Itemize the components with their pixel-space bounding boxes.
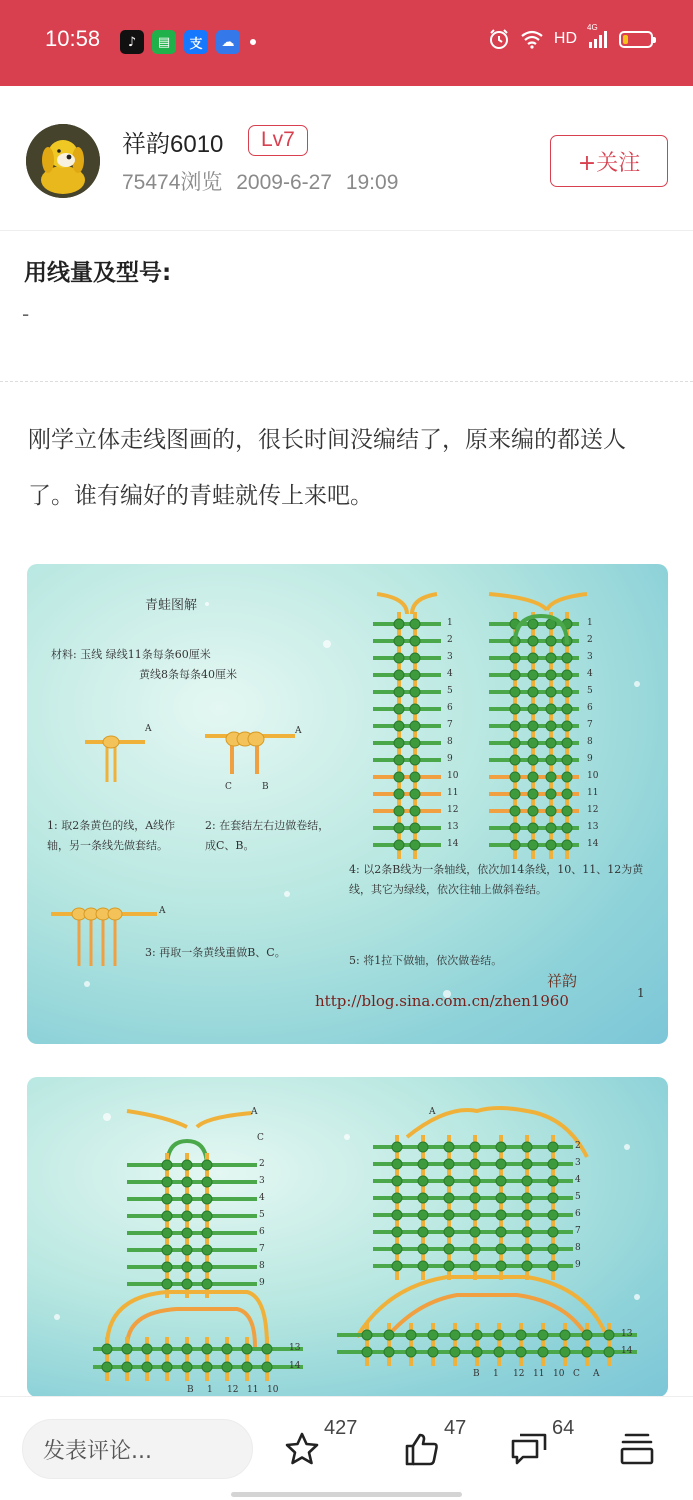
- diagram-label-b1: B: [262, 782, 269, 792]
- diagram2-row-number: 9: [259, 1278, 265, 1288]
- diagram2-row-number: 14: [621, 1346, 633, 1356]
- diagram-row-number: 13: [587, 822, 599, 832]
- material-title: 用线量及型号:: [24, 260, 172, 286]
- diagram2-row-number: 8: [259, 1261, 265, 1271]
- diagram-row-number: 13: [447, 822, 459, 832]
- diagram-label-c1: C: [225, 782, 232, 792]
- diagram-row-number: 6: [587, 703, 593, 713]
- thumbs-up-icon: [404, 1431, 440, 1467]
- diagram-signature: 祥韵: [547, 972, 578, 990]
- avatar[interactable]: [26, 124, 100, 198]
- more-button[interactable]: [620, 1419, 654, 1479]
- diagram2-row-number: 2: [575, 1141, 581, 1151]
- diagram2-row-number: 8: [575, 1243, 581, 1253]
- diagram-step-3: 3: 再取一条黄线重做B、C。: [145, 946, 286, 959]
- favorite-button[interactable]: [284, 1419, 357, 1479]
- diagram-row-number: 12: [587, 805, 599, 815]
- wechat-icon: ▤: [152, 30, 176, 54]
- diagram-row-number: 11: [587, 788, 599, 798]
- diagram-step-5: 5: 将1拉下做轴，依次做卷结。: [349, 954, 503, 967]
- diagram-row-number: 2: [447, 635, 453, 645]
- status-time: 10:58: [45, 26, 101, 51]
- comments-button[interactable]: [510, 1419, 574, 1479]
- diagram2-bottom-label: 10: [553, 1369, 565, 1379]
- diagram2-label-c: C: [257, 1133, 264, 1143]
- diagram-row-number: 12: [447, 805, 459, 815]
- diagram-page-number: 1: [637, 986, 645, 1000]
- diagram-row-number: 5: [587, 686, 593, 696]
- diagram-row-number: 10: [587, 771, 599, 781]
- diagram2-row-number: 4: [259, 1193, 265, 1203]
- diagram-image-2[interactable]: [27, 1077, 668, 1397]
- battery-level: [623, 35, 628, 44]
- star-icon: [284, 1431, 320, 1467]
- diagram2-row-number: 3: [259, 1176, 265, 1186]
- diagram2-row-number: 2: [259, 1159, 265, 1169]
- diagram-row-number: 4: [447, 669, 453, 679]
- diagram2-row-number: 5: [575, 1192, 581, 1202]
- diagram-row-number: 7: [587, 720, 593, 730]
- diagram-row-number: 1: [587, 618, 593, 628]
- diagram-row-number: 2: [587, 635, 593, 645]
- favorites-count: 427: [324, 1417, 358, 1439]
- diagram2-row-number: 7: [259, 1244, 265, 1254]
- diagram-row-number: 14: [587, 839, 599, 849]
- diagram2-bottom-label: 11: [533, 1369, 545, 1379]
- diagram2-row-number: 3: [575, 1158, 581, 1168]
- status-app-icons: [120, 30, 256, 54]
- more-notifications-dot: [250, 39, 256, 45]
- diagram2-bottom-label: 1: [207, 1385, 213, 1395]
- post-body-text: 刚学立体走线图画的，很长时间没编结了，原来编的都送人了。谁有编好的青蛙就传上来吧。: [28, 427, 626, 509]
- view-count: 75474浏览: [122, 171, 223, 194]
- diagram2-bottom-label: 11: [247, 1385, 259, 1395]
- diagram2-row-number: 6: [259, 1227, 265, 1237]
- comment-icon: [510, 1431, 548, 1467]
- wifi-icon: [520, 29, 544, 49]
- step3-knot-drawing: [51, 908, 157, 966]
- diagram2-row-number: 6: [575, 1209, 581, 1219]
- diagram-row-number: 8: [587, 737, 593, 747]
- comment-input[interactable]: 发表评论...: [22, 1419, 253, 1479]
- diagram2-bottom-label: C: [573, 1369, 580, 1379]
- follow-button[interactable]: +关注: [550, 135, 668, 187]
- diagram2-bottom-label: 10: [267, 1385, 279, 1395]
- step5-ladder-drawing: [489, 594, 587, 859]
- diagram-row-number: 3: [447, 652, 453, 662]
- body-right-drawing: [337, 1108, 637, 1366]
- diagram-row-number: 7: [447, 720, 453, 730]
- like-button[interactable]: [404, 1419, 466, 1479]
- cell-signal-icon: [587, 23, 609, 49]
- diagram2-row-number: 14: [289, 1361, 301, 1371]
- diagram2-row-number: 9: [575, 1260, 581, 1270]
- browser-icon: ☁: [216, 30, 240, 54]
- frog-body-diagram-drawing: [27, 1077, 668, 1397]
- network-hd-label: HD: [553, 30, 577, 47]
- diagram-url: http://blog.sina.com.cn/zhen1960: [315, 992, 569, 1010]
- level-badge: Lv7: [248, 125, 308, 156]
- diagram2-bottom-label: 1: [493, 1369, 499, 1379]
- diagram2-bottom-label: A: [593, 1369, 600, 1379]
- diagram-title: 青蛙图解: [145, 598, 198, 613]
- author-header: [0, 86, 693, 231]
- diagram2-bottom-label: B: [187, 1385, 194, 1395]
- diagram-row-number: 11: [447, 788, 459, 798]
- diagram-row-number: 8: [447, 737, 453, 747]
- diagram2-label-a: A: [251, 1107, 258, 1117]
- diagram-materials-1: 材料: 玉线 绿线11条每条60厘米: [51, 648, 211, 661]
- diagram-step-4: 4: 以2条B线为一条轴线，依次加14条线，10、11、12为黄线，其它为绿线，依次往轴上做斜卷结。: [349, 863, 644, 896]
- battery-icon: [619, 31, 653, 48]
- comments-count: 64: [552, 1417, 575, 1439]
- diagram2-row-number: 7: [575, 1226, 581, 1236]
- diagram-row-number: 9: [447, 754, 453, 764]
- post-date: 2009-6-27 19:09: [236, 171, 399, 194]
- stack-icon: [620, 1431, 654, 1467]
- status-indicators: [488, 23, 653, 50]
- diagram-row-number: 6: [447, 703, 453, 713]
- diagram-label-a3: A: [159, 906, 166, 916]
- alipay-icon: 支: [184, 30, 208, 54]
- diagram-row-number: 5: [447, 686, 453, 696]
- bottom-action-bar: [0, 1396, 693, 1500]
- material-section: [0, 232, 693, 382]
- step1-knot-drawing: [85, 736, 145, 782]
- diagram-step-1: 1: 取2条黄色的线，A线作轴，另一条线先做套结。: [47, 819, 176, 852]
- diagram2-row-number: 4: [575, 1175, 581, 1185]
- diagram-row-number: 9: [587, 754, 593, 764]
- diagram-label-a2: A: [295, 726, 302, 736]
- diagram2-label-a-right: A: [429, 1107, 436, 1117]
- diagram2-bottom-label: 12: [513, 1369, 525, 1379]
- diagram-label-a1: A: [145, 724, 152, 734]
- diagram2-row-number: 5: [259, 1210, 265, 1220]
- diagram-row-number: 1: [447, 618, 453, 628]
- diagram-row-number: 4: [587, 669, 593, 679]
- diagram-materials-2: 黄线8条每条40厘米: [139, 668, 237, 681]
- tiktok-icon: ♪: [120, 30, 144, 54]
- material-value: -: [22, 302, 30, 326]
- avatar-dog-image: [26, 124, 100, 198]
- author-meta: [122, 166, 398, 196]
- author-name[interactable]: 祥韵6010: [122, 131, 224, 158]
- diagram2-bottom-label: 12: [227, 1385, 239, 1395]
- diagram-row-number: 3: [587, 652, 593, 662]
- diagram-step-2: 2: 在套结左右边做卷结，成C、B。: [205, 819, 330, 852]
- signal-4g-label: 4G: [587, 23, 598, 32]
- diagram-row-number: 10: [447, 771, 459, 781]
- step4-ladder-drawing: [373, 594, 441, 859]
- alarm-icon: [488, 28, 510, 50]
- diagram-image-1[interactable]: [27, 564, 668, 1044]
- home-indicator: [231, 1492, 462, 1497]
- step2-knot-drawing: [205, 732, 295, 774]
- diagram-row-number: 14: [447, 839, 459, 849]
- diagram2-row-number: 13: [289, 1343, 301, 1353]
- diagram2-bottom-label: B: [473, 1369, 480, 1379]
- status-bar: [0, 0, 693, 86]
- diagram2-row-number: 13: [621, 1329, 633, 1339]
- likes-count: 47: [444, 1417, 467, 1439]
- body-left-drawing: [93, 1111, 303, 1381]
